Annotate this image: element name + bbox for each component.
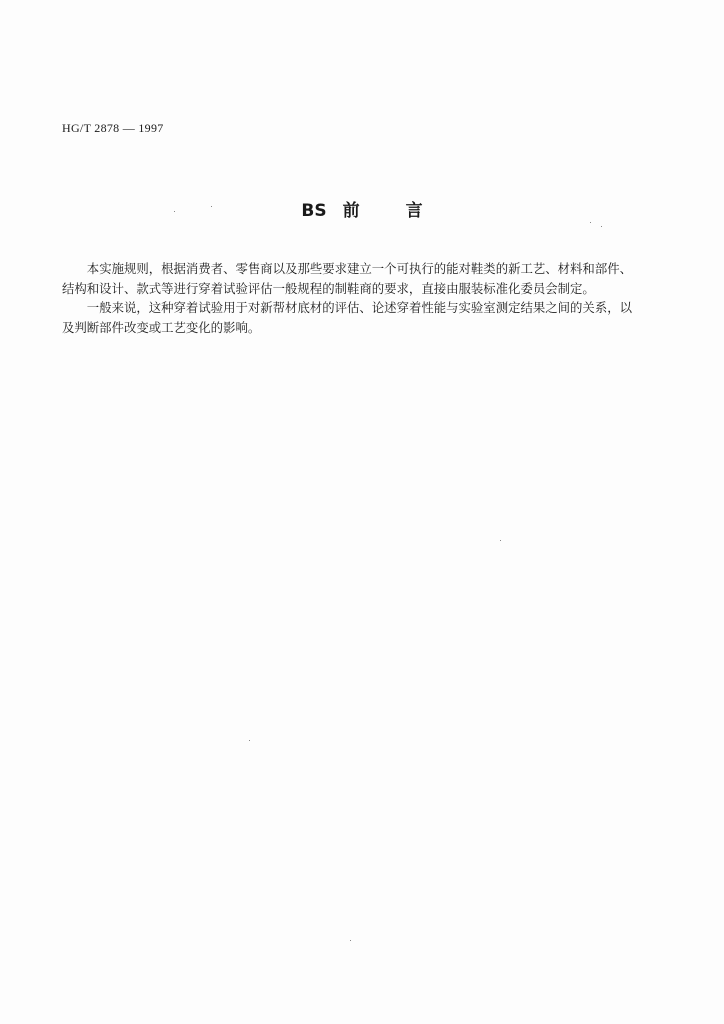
paragraph-2: 一般来说，这种穿着试验用于对新帮材底材的评估、论述穿着性能与实验室测定结果之间的关系，以及判断部件改变或工艺变化的影响。 <box>62 300 632 335</box>
title-prefix: BS <box>301 201 327 221</box>
scan-speck <box>174 211 175 212</box>
scan-speck <box>350 940 351 941</box>
scan-speck <box>249 740 250 741</box>
paragraph-1: 本实施规则，根据消费者、零售商以及那些要求建立一个可执行的能对鞋类的新工艺、材料和部件、结构和设计、款式等进行穿着试验评估一般规程的制鞋商的要求，直接由服装标准化委员会制定。 <box>62 261 632 296</box>
page-title <box>0 196 724 221</box>
standard-code: HG/T 2878 — 1997 <box>62 121 164 135</box>
scan-speck <box>601 226 602 227</box>
title-char-1: 前 <box>342 201 360 221</box>
scan-speck <box>211 206 212 207</box>
foreword-body <box>62 259 632 337</box>
scan-speck <box>500 540 501 541</box>
title-char-2: 言 <box>405 201 423 221</box>
scan-speck <box>590 222 591 223</box>
